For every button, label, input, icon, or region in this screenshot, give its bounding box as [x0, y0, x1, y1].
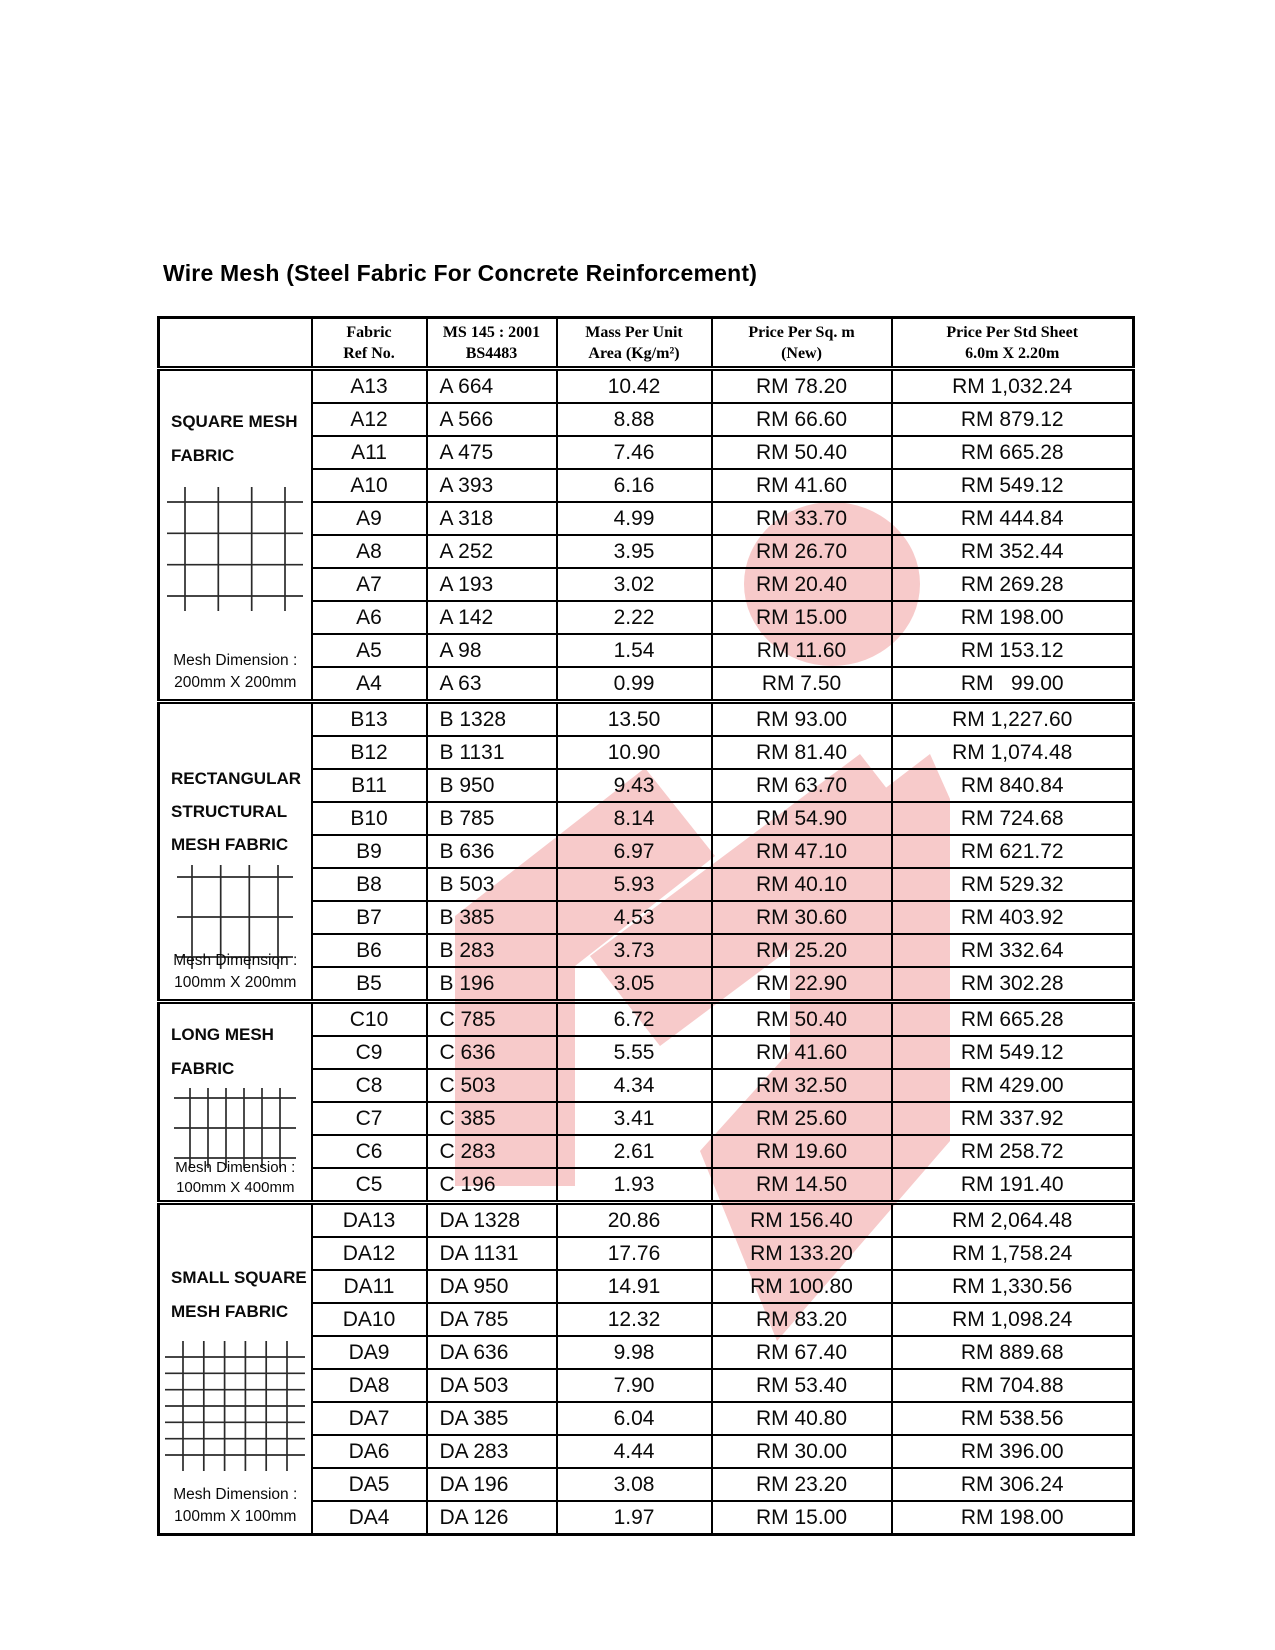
cell-ref: A12 — [312, 403, 427, 436]
cell-price_sqm: RM 50.40 — [712, 1002, 892, 1037]
page-title: Wire Mesh (Steel Fabric For Concrete Reinforcement) — [163, 260, 758, 286]
cell-ref: DA5 — [312, 1468, 427, 1501]
cell-std: A 664 — [427, 369, 557, 404]
cell-mass: 7.46 — [557, 436, 712, 469]
cell-mass: 6.16 — [557, 469, 712, 502]
section-label-long-mesh — [159, 1002, 312, 1203]
header-line: 6.0m X 2.20m — [965, 345, 1060, 362]
cell-price_sheet: RM 840.84 — [892, 769, 1134, 802]
cell-price_sheet: RM 352.44 — [892, 535, 1134, 568]
cell-std: DA 503 — [427, 1369, 557, 1402]
cell-price_sqm: RM 25.60 — [712, 1102, 892, 1135]
cell-mass: 1.97 — [557, 1501, 712, 1535]
cell-mass: 3.02 — [557, 568, 712, 601]
cell-std: C 785 — [427, 1002, 557, 1037]
cell-price_sheet: RM 704.88 — [892, 1369, 1134, 1402]
cell-price_sheet: RM 2,064.48 — [892, 1203, 1134, 1238]
cell-mass: 2.61 — [557, 1135, 712, 1168]
cell-price_sheet: RM 191.40 — [892, 1168, 1134, 1203]
cell-price_sqm: RM 47.10 — [712, 835, 892, 868]
cell-ref: A9 — [312, 502, 427, 535]
cell-price_sheet: RM 1,227.60 — [892, 702, 1134, 737]
cell-price_sqm: RM 15.00 — [712, 601, 892, 634]
cell-price_sqm: RM 30.60 — [712, 901, 892, 934]
cell-std: DA 385 — [427, 1402, 557, 1435]
long-mesh-icon — [174, 1088, 296, 1168]
cell-mass: 5.93 — [557, 868, 712, 901]
cell-price_sqm: RM 15.00 — [712, 1501, 892, 1535]
cell-ref: B5 — [312, 967, 427, 1002]
cell-price_sqm: RM 32.50 — [712, 1069, 892, 1102]
cell-mass: 12.32 — [557, 1303, 712, 1336]
cell-mass: 5.55 — [557, 1036, 712, 1069]
cell-mass: 1.93 — [557, 1168, 712, 1203]
cell-ref: C9 — [312, 1036, 427, 1069]
cell-price_sqm: RM 23.20 — [712, 1468, 892, 1501]
section-label-square-mesh — [159, 369, 312, 702]
cell-ref: A8 — [312, 535, 427, 568]
cell-std: DA 785 — [427, 1303, 557, 1336]
cell-price_sheet: RM 444.84 — [892, 502, 1134, 535]
mesh-dimension: Mesh Dimension : 100mm X 200mm — [173, 952, 298, 991]
cell-mass: 6.72 — [557, 1002, 712, 1037]
cell-mass: 3.41 — [557, 1102, 712, 1135]
cell-price_sheet: RM 153.12 — [892, 634, 1134, 667]
header-fabric-ref — [312, 318, 427, 369]
cell-ref: A11 — [312, 436, 427, 469]
cell-price_sheet: RM 302.28 — [892, 967, 1134, 1002]
cell-price_sheet: RM 665.28 — [892, 436, 1134, 469]
section-label-small-square-mesh — [159, 1203, 312, 1535]
header-line: Fabric — [346, 324, 392, 341]
cell-mass: 7.90 — [557, 1369, 712, 1402]
header-price-sheet — [892, 318, 1134, 369]
cell-mass: 20.86 — [557, 1203, 712, 1238]
section-label-rectangular-structural-mesh — [159, 702, 312, 1002]
cell-ref: DA7 — [312, 1402, 427, 1435]
cell-std: A 193 — [427, 568, 557, 601]
cell-std: B 1131 — [427, 736, 557, 769]
header-price-sqm — [712, 318, 892, 369]
cell-price_sheet: RM 258.72 — [892, 1135, 1134, 1168]
cell-ref: A6 — [312, 601, 427, 634]
price-table — [157, 316, 1135, 1536]
cell-price_sheet: RM 306.24 — [892, 1468, 1134, 1501]
cell-ref: DA4 — [312, 1501, 427, 1535]
table-row — [159, 702, 1134, 737]
cell-price_sheet: RM 99.00 — [892, 667, 1134, 702]
cell-price_sheet: RM 879.12 — [892, 403, 1134, 436]
cell-price_sheet: RM 429.00 — [892, 1069, 1134, 1102]
header-line: Mass Per Unit — [585, 324, 683, 341]
cell-price_sheet: RM 529.32 — [892, 868, 1134, 901]
cell-price_sqm: RM 66.60 — [712, 403, 892, 436]
header-mass — [557, 318, 712, 369]
cell-price_sheet: RM 1,098.24 — [892, 1303, 1134, 1336]
cell-mass: 13.50 — [557, 702, 712, 737]
section-name: RECTANGULAR STRUCTURAL MESH FABRIC — [171, 769, 302, 854]
cell-mass: 3.73 — [557, 934, 712, 967]
cell-price_sheet: RM 1,032.24 — [892, 369, 1134, 404]
header-corner-cell — [159, 318, 312, 369]
cell-ref: B12 — [312, 736, 427, 769]
cell-mass: 14.91 — [557, 1270, 712, 1303]
cell-ref: B7 — [312, 901, 427, 934]
cell-price_sqm: RM 41.60 — [712, 469, 892, 502]
cell-mass: 10.90 — [557, 736, 712, 769]
cell-price_sheet: RM 403.92 — [892, 901, 1134, 934]
cell-price_sqm: RM 63.70 — [712, 769, 892, 802]
cell-ref: DA11 — [312, 1270, 427, 1303]
cell-price_sqm: RM 93.00 — [712, 702, 892, 737]
mesh-dimension: Mesh Dimension : 100mm X 400mm — [175, 1159, 296, 1196]
cell-price_sqm: RM 78.20 — [712, 369, 892, 404]
cell-std: A 98 — [427, 634, 557, 667]
table-row — [159, 369, 1134, 404]
cell-ref: DA10 — [312, 1303, 427, 1336]
cell-std: C 196 — [427, 1168, 557, 1203]
cell-price_sqm: RM 7.50 — [712, 667, 892, 702]
header-line: Ref No. — [343, 345, 395, 362]
cell-price_sqm: RM 33.70 — [712, 502, 892, 535]
cell-price_sqm: RM 22.90 — [712, 967, 892, 1002]
price-table-wrap — [157, 316, 1132, 1529]
header-line: BS4483 — [465, 345, 518, 362]
cell-price_sqm: RM 50.40 — [712, 436, 892, 469]
cell-mass: 1.54 — [557, 634, 712, 667]
cell-std: A 393 — [427, 469, 557, 502]
cell-ref: DA12 — [312, 1237, 427, 1270]
cell-price_sqm: RM 20.40 — [712, 568, 892, 601]
header-line: Price Per Sq. m — [748, 324, 855, 341]
cell-price_sqm: RM 54.90 — [712, 802, 892, 835]
cell-mass: 8.14 — [557, 802, 712, 835]
cell-price_sheet: RM 198.00 — [892, 1501, 1134, 1535]
cell-std: DA 196 — [427, 1468, 557, 1501]
cell-ref: A10 — [312, 469, 427, 502]
cell-ref: B10 — [312, 802, 427, 835]
cell-ref: DA13 — [312, 1203, 427, 1238]
cell-std: C 385 — [427, 1102, 557, 1135]
cell-std: DA 283 — [427, 1435, 557, 1468]
header-row — [159, 318, 1134, 369]
cell-price_sheet: RM 332.64 — [892, 934, 1134, 967]
cell-std: A 252 — [427, 535, 557, 568]
section-name: SQUARE MESH FABRIC — [171, 412, 298, 465]
cell-price_sqm: RM 14.50 — [712, 1168, 892, 1203]
mesh-dimension: Mesh Dimension : 200mm X 200mm — [173, 652, 298, 691]
cell-std: B 196 — [427, 967, 557, 1002]
cell-price_sheet: RM 549.12 — [892, 469, 1134, 502]
cell-std: A 142 — [427, 601, 557, 634]
cell-std: DA 636 — [427, 1336, 557, 1369]
cell-ref: C6 — [312, 1135, 427, 1168]
cell-price_sheet: RM 1,330.56 — [892, 1270, 1134, 1303]
header-line: (New) — [781, 345, 822, 362]
cell-mass: 0.99 — [557, 667, 712, 702]
cell-price_sqm: RM 30.00 — [712, 1435, 892, 1468]
header-ms145 — [427, 318, 557, 369]
cell-ref: B9 — [312, 835, 427, 868]
cell-price_sheet: RM 538.56 — [892, 1402, 1134, 1435]
cell-mass: 6.04 — [557, 1402, 712, 1435]
cell-mass: 2.22 — [557, 601, 712, 634]
cell-std: B 636 — [427, 835, 557, 868]
cell-std: DA 1131 — [427, 1237, 557, 1270]
header-line: Area (Kg/m²) — [588, 345, 680, 362]
cell-std: A 566 — [427, 403, 557, 436]
cell-price_sheet: RM 621.72 — [892, 835, 1134, 868]
cell-std: B 1328 — [427, 702, 557, 737]
cell-price_sqm: RM 81.40 — [712, 736, 892, 769]
cell-price_sheet: RM 1,074.48 — [892, 736, 1134, 769]
cell-ref: C7 — [312, 1102, 427, 1135]
cell-std: C 636 — [427, 1036, 557, 1069]
cell-std: B 785 — [427, 802, 557, 835]
cell-ref: B11 — [312, 769, 427, 802]
cell-std: C 503 — [427, 1069, 557, 1102]
cell-ref: B8 — [312, 868, 427, 901]
cell-mass: 3.05 — [557, 967, 712, 1002]
cell-price_sqm: RM 40.80 — [712, 1402, 892, 1435]
cell-std: B 385 — [427, 901, 557, 934]
cell-mass: 9.43 — [557, 769, 712, 802]
mesh-dimension: Mesh Dimension : 100mm X 100mm — [173, 1486, 298, 1525]
cell-ref: C5 — [312, 1168, 427, 1203]
cell-mass: 4.99 — [557, 502, 712, 535]
cell-ref: B13 — [312, 702, 427, 737]
cell-std: B 503 — [427, 868, 557, 901]
cell-price_sheet: RM 724.68 — [892, 802, 1134, 835]
cell-price_sqm: RM 67.40 — [712, 1336, 892, 1369]
cell-std: C 283 — [427, 1135, 557, 1168]
cell-price_sheet: RM 665.28 — [892, 1002, 1134, 1037]
cell-std: A 318 — [427, 502, 557, 535]
cell-mass: 9.98 — [557, 1336, 712, 1369]
cell-ref: DA6 — [312, 1435, 427, 1468]
cell-ref: C10 — [312, 1002, 427, 1037]
cell-price_sqm: RM 83.20 — [712, 1303, 892, 1336]
cell-price_sqm: RM 156.40 — [712, 1203, 892, 1238]
cell-price_sqm: RM 11.60 — [712, 634, 892, 667]
cell-ref: A4 — [312, 667, 427, 702]
cell-mass: 8.88 — [557, 403, 712, 436]
cell-ref: B6 — [312, 934, 427, 967]
cell-ref: DA9 — [312, 1336, 427, 1369]
cell-mass: 3.08 — [557, 1468, 712, 1501]
cell-price_sheet: RM 1,758.24 — [892, 1237, 1134, 1270]
cell-price_sheet: RM 269.28 — [892, 568, 1134, 601]
cell-price_sqm: RM 26.70 — [712, 535, 892, 568]
cell-price_sheet: RM 337.92 — [892, 1102, 1134, 1135]
cell-price_sheet: RM 198.00 — [892, 601, 1134, 634]
section-name: SMALL SQUARE MESH FABRIC — [171, 1268, 307, 1321]
header-line: Price Per Std Sheet — [946, 324, 1079, 341]
header-line: MS 145 : 2001 — [442, 324, 541, 341]
cell-std: B 283 — [427, 934, 557, 967]
table-row — [159, 1002, 1134, 1037]
cell-mass: 4.44 — [557, 1435, 712, 1468]
square-mesh-icon — [167, 487, 303, 611]
cell-mass: 4.34 — [557, 1069, 712, 1102]
cell-ref: A13 — [312, 369, 427, 404]
cell-price_sheet: RM 396.00 — [892, 1435, 1134, 1468]
cell-ref: DA8 — [312, 1369, 427, 1402]
cell-price_sqm: RM 19.60 — [712, 1135, 892, 1168]
cell-price_sqm: RM 53.40 — [712, 1369, 892, 1402]
cell-ref: C8 — [312, 1069, 427, 1102]
cell-std: B 950 — [427, 769, 557, 802]
cell-mass: 3.95 — [557, 535, 712, 568]
cell-price_sqm: RM 41.60 — [712, 1036, 892, 1069]
cell-std: A 63 — [427, 667, 557, 702]
small-square-mesh-icon — [165, 1341, 305, 1471]
cell-std: DA 126 — [427, 1501, 557, 1535]
cell-mass: 17.76 — [557, 1237, 712, 1270]
cell-mass: 6.97 — [557, 835, 712, 868]
section-name: LONG MESH FABRIC — [171, 1025, 274, 1078]
cell-price_sheet: RM 889.68 — [892, 1336, 1134, 1369]
cell-price_sheet: RM 549.12 — [892, 1036, 1134, 1069]
cell-price_sqm: RM 25.20 — [712, 934, 892, 967]
cell-price_sqm: RM 40.10 — [712, 868, 892, 901]
cell-std: DA 950 — [427, 1270, 557, 1303]
table-row — [159, 1203, 1134, 1238]
cell-price_sqm: RM 100.80 — [712, 1270, 892, 1303]
cell-mass: 4.53 — [557, 901, 712, 934]
cell-std: DA 1328 — [427, 1203, 557, 1238]
cell-ref: A7 — [312, 568, 427, 601]
cell-ref: A5 — [312, 634, 427, 667]
cell-std: A 475 — [427, 436, 557, 469]
cell-mass: 10.42 — [557, 369, 712, 404]
cell-price_sqm: RM 133.20 — [712, 1237, 892, 1270]
